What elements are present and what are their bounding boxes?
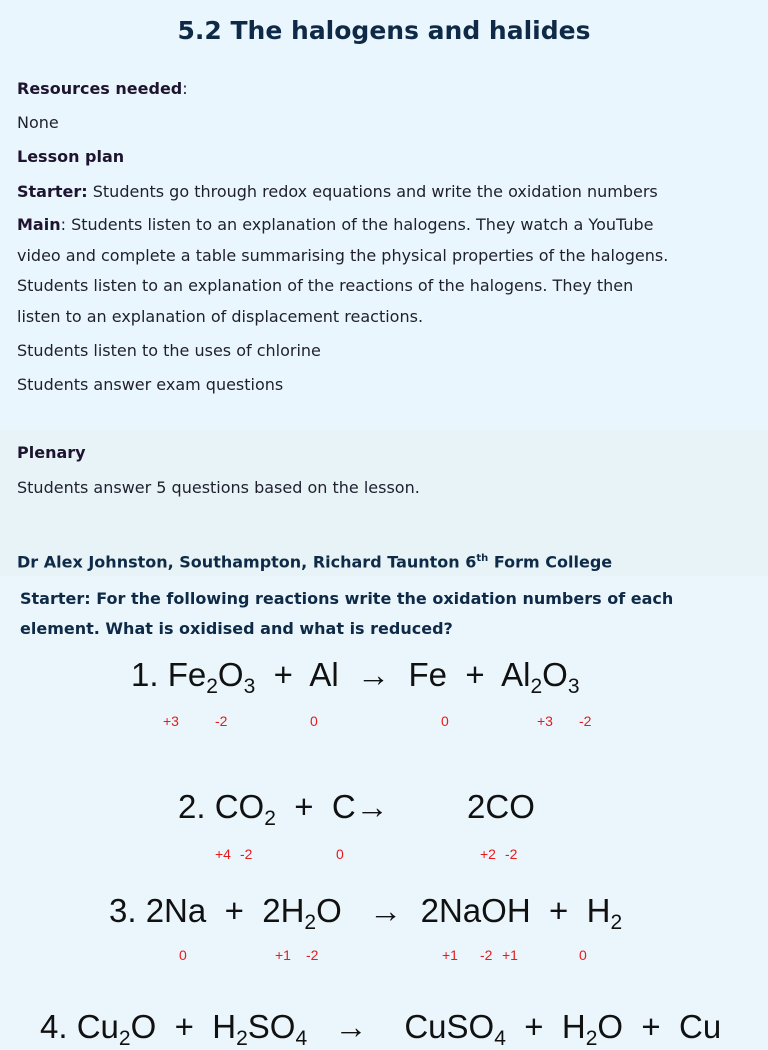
ox-number: +3 <box>163 713 179 729</box>
starter-text: Students go through redox equations and write the oxidation numbers <box>92 182 658 201</box>
plenary-text: Students answer 5 questions based on the lesson. <box>17 478 420 497</box>
equation-3: 3. $2Na + 2H_2O$ → 2NaOH + $H_2$ <box>109 892 623 934</box>
ox-number: +3 <box>537 713 553 729</box>
resources-value: None <box>17 113 59 132</box>
ox-number: 0 <box>579 947 587 963</box>
resources-line: Resources needed: <box>17 79 188 98</box>
ox-number: 0 <box>310 713 318 729</box>
ox-number: -2 <box>240 846 253 862</box>
plenary-heading: Plenary <box>17 443 86 462</box>
main-line-4: listen to an explanation of displacement reactions. <box>17 307 424 326</box>
starter-line <box>17 176 658 207</box>
ox-number: -2 <box>505 846 518 862</box>
ox-number: -2 <box>306 947 319 963</box>
ox-number: 0 <box>336 846 344 862</box>
equation-1: 1. $Fe_2O_3 + Al \to Fe + Al_2O_3$ <box>131 656 580 698</box>
equation-2: 2. $CO_2 + C\to 2CO$ <box>178 788 535 830</box>
resources-label: Resources needed <box>17 79 183 98</box>
page-title: 5.2 The halogens and halides <box>177 16 591 45</box>
ox-number: +2 <box>480 846 496 862</box>
ox-number: +1 <box>275 947 291 963</box>
ox-number: 0 <box>179 947 187 963</box>
starter-question: Starter: For the following reactions write the oxidation numbers of each element. What is oxidised and what is reduced? <box>20 589 674 638</box>
ox-number: -2 <box>579 713 592 729</box>
main-line-3: Students listen to an explanation of the reactions of the halogens. They then <box>17 276 634 295</box>
ox-number: 0 <box>441 713 449 729</box>
main-line-1: Main: Students listen to an explanation of the halogens. They watch a YouTube <box>17 215 654 234</box>
lesson-plan-heading: Lesson plan <box>17 147 125 166</box>
ox-number: -2 <box>215 713 228 729</box>
ox-number: +1 <box>442 947 458 963</box>
main-line-6: Students answer exam questions <box>17 375 284 394</box>
main-label: Main <box>17 215 61 234</box>
main-line-2: video and complete a table summarising the physical properties of the halogens. <box>17 246 669 265</box>
starter-label: Starter: <box>17 182 88 201</box>
author-credit: Dr Alex Johnston, Southampton, Richard Taunton 6th Form College <box>17 552 613 572</box>
equation-4: 4. $Cu_2O + H_2SO_4$ → CuSO$_4$ + $H_2O + Cu$ <box>40 1008 722 1050</box>
ox-number: -2 <box>480 947 493 963</box>
ox-number: +1 <box>502 947 518 963</box>
ox-number: +4 <box>215 846 231 862</box>
main-line-5: Students listen to the uses of chlorine <box>17 341 321 360</box>
